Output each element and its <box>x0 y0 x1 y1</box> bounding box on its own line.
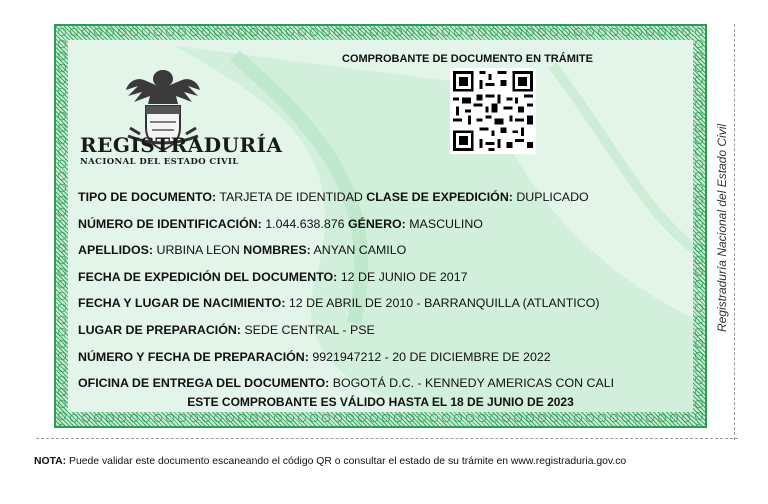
note-text: Puede validar este documento escaneando el código QR o consultar el estado de su trámite en www.registraduria.gov.co <box>69 456 627 467</box>
field-row-delivery-office: OFICINA DE ENTREGA DEL DOCUMENTO: BOGOTÁ D.C. - KENNEDY AMERICAS CON CALI <box>78 376 615 391</box>
side-label: Registraduría Nacional del Estado Civil <box>715 123 729 333</box>
footer-note <box>34 456 626 467</box>
registraduria-logo <box>80 134 283 167</box>
brand-subtitle: NACIONAL DEL ESTADO CIVIL <box>80 157 239 167</box>
cut-line-vertical <box>734 24 735 440</box>
field-row-issue-date: FECHA DE EXPEDICIÓN DEL DOCUMENTO: 12 DE JUNIO DE 2017 <box>78 269 468 284</box>
document-title: COMPROBANTE DE DOCUMENTO EN TRÁMITE <box>342 53 593 65</box>
border-pattern-top <box>56 26 705 40</box>
document-fields <box>78 184 698 397</box>
field-row-preparation-place: LUGAR DE PREPARACIÓN: SEDE CENTRAL - PSE <box>78 322 375 337</box>
border-pattern-bottom <box>56 412 705 426</box>
field-row-document-type: TIPO DE DOCUMENTO: TARJETA DE IDENTIDAD CLASE DE EXPEDICIÓN: DUPLICADO <box>78 190 589 204</box>
field-row-names: APELLIDOS: URBINA LEON NOMBRES: ANYAN CAMILO <box>78 243 407 258</box>
field-row-preparation-number: NÚMERO Y FECHA DE PREPARACIÓN: 9921947212 - 20 DE DICIEMBRE DE 2022 <box>78 349 551 364</box>
certificate-card <box>54 24 707 428</box>
brand-title: REGISTRADURÍA <box>80 133 283 157</box>
field-row-id-number: NÚMERO DE IDENTIFICACIÓN: 1.044.638.876 GÉNERO: MASCULINO <box>78 216 483 231</box>
field-row-birth: FECHA Y LUGAR DE NACIMIENTO: 12 DE ABRIL DE 2010 - BARRANQUILLA (ATLANTICO) <box>78 296 600 311</box>
validity-notice: ESTE COMPROBANTE ES VÁLIDO HASTA EL 18 DE JUNIO DE 2023 <box>187 395 574 409</box>
note-label: NOTA: <box>34 456 67 467</box>
qr-code-icon <box>450 68 536 154</box>
cut-line-horizontal <box>36 438 738 439</box>
border-pattern-left <box>56 26 68 426</box>
